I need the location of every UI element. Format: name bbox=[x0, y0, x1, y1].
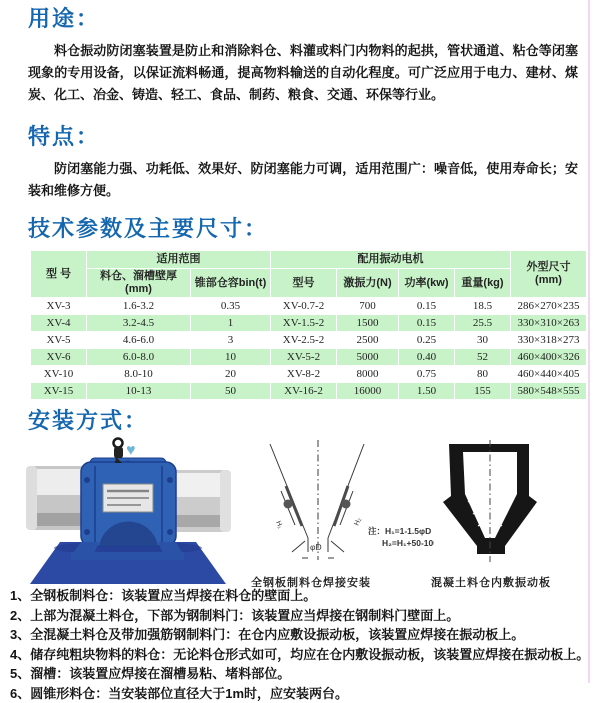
header-model: 型 号 bbox=[31, 251, 87, 298]
table-cell: 8000 bbox=[337, 366, 399, 383]
table-cell: XV-0.7-2 bbox=[271, 298, 337, 315]
table-cell: XV-4 bbox=[31, 315, 87, 332]
h2-dim-label: H₂ bbox=[353, 517, 363, 527]
header-weight: 重量(kg) bbox=[455, 269, 511, 298]
header-group-motor: 配用振动电机 bbox=[271, 251, 511, 269]
installation-heading: 安装方式： bbox=[28, 408, 584, 434]
install-note-item: 6、圆锥形料仓：当安装部位直径大于1m时，应安装两台。 bbox=[10, 684, 584, 703]
install-note-item: 2、上部为混凝土料仓，下部为钢制料门：该装置应当焊接在钢制料门壁面上。 bbox=[10, 606, 584, 626]
heart-charm-icon: ♥ bbox=[126, 442, 136, 459]
usage-heading: 用途： bbox=[28, 6, 584, 32]
table-cell: XV-5-2 bbox=[271, 349, 337, 366]
table-row bbox=[31, 315, 587, 332]
steel-hopper-diagram bbox=[242, 440, 434, 568]
table-cell: 1.6-3.2 bbox=[87, 298, 191, 315]
table-cell: 50 bbox=[191, 383, 271, 400]
header-dims bbox=[511, 251, 587, 298]
table-cell: 580×548×555 bbox=[511, 383, 587, 400]
table-cell: 0.40 bbox=[399, 349, 455, 366]
table-cell: 8.0-10 bbox=[87, 366, 191, 383]
phi-d-label: φD bbox=[310, 542, 322, 552]
table-cell: 10 bbox=[191, 349, 271, 366]
diagram-note-line2: H₂=H₁+50-100 bbox=[382, 538, 434, 548]
install-note-item: 4、储存纯粗块物料的料仓：无论料仓形式如可，均应在仓内敷设振动板，该装置应焊接在振动板上。 bbox=[10, 645, 584, 665]
table-cell: 0.15 bbox=[399, 298, 455, 315]
table-cell: 10-13 bbox=[87, 383, 191, 400]
table-cell: 1500 bbox=[337, 315, 399, 332]
table-row bbox=[31, 298, 587, 315]
table-cell: 2500 bbox=[337, 332, 399, 349]
table-cell: 0.25 bbox=[399, 332, 455, 349]
table-cell: XV-16-2 bbox=[271, 383, 337, 400]
table-cell: 18.5 bbox=[455, 298, 511, 315]
table-row bbox=[31, 383, 587, 400]
specs-heading: 技术参数及主要尺寸： bbox=[28, 216, 584, 242]
table-cell: 52 bbox=[455, 349, 511, 366]
table-cell: XV-5 bbox=[31, 332, 87, 349]
table-cell: 20 bbox=[191, 366, 271, 383]
table-cell: XV-3 bbox=[31, 298, 87, 315]
concrete-silo-diagram bbox=[416, 440, 566, 568]
table-cell: 0.15 bbox=[399, 315, 455, 332]
header-power: 功率(kw) bbox=[399, 269, 455, 298]
table-cell: 0.35 bbox=[191, 298, 271, 315]
install-note-item: 3、全混凝土料仓及带加强筋钢制料门：在仓内应敷设振动板，该装置应焊接在振动板上。 bbox=[10, 625, 584, 645]
table-row bbox=[31, 366, 587, 383]
table-cell: XV-10 bbox=[31, 366, 87, 383]
table-cell: 6.0-8.0 bbox=[87, 349, 191, 366]
table-cell: 330×310×263 bbox=[511, 315, 587, 332]
table-row bbox=[31, 349, 587, 366]
header-group-range: 适用范围 bbox=[87, 251, 271, 269]
motor-photo-figure bbox=[18, 436, 236, 591]
table-cell: 25.5 bbox=[455, 315, 511, 332]
table-cell: 155 bbox=[455, 383, 511, 400]
install-notes bbox=[10, 586, 584, 703]
table-cell: 460×440×405 bbox=[511, 366, 587, 383]
header-bin-capacity: 锥部仓容bin(t) bbox=[191, 269, 271, 298]
table-header-row-1 bbox=[31, 251, 587, 269]
concrete-silo-figure bbox=[416, 440, 566, 590]
table-row bbox=[31, 332, 587, 349]
table-cell: 0.75 bbox=[399, 366, 455, 383]
table-cell: XV-15 bbox=[31, 383, 87, 400]
header-dims-line2: (mm) bbox=[535, 274, 562, 286]
vibration-motor-photo bbox=[18, 436, 236, 586]
diagram-note-line1: 注：H₁=1-1.5φD bbox=[368, 526, 431, 536]
steel-hopper-caption: 全钢板制料仓焊接安装 bbox=[242, 574, 380, 590]
table-cell: XV-1.5-2 bbox=[271, 315, 337, 332]
install-note-item: 1、全钢板制料仓：该装置应当焊接在料仓的壁面上。 bbox=[10, 586, 584, 606]
steel-hopper-figure bbox=[242, 440, 434, 590]
table-cell: XV-8-2 bbox=[271, 366, 337, 383]
table-cell: 330×318×273 bbox=[511, 332, 587, 349]
table-cell: 3.2-4.5 bbox=[87, 315, 191, 332]
table-cell: 1 bbox=[191, 315, 271, 332]
table-header-row-2 bbox=[31, 269, 587, 298]
table-cell: 700 bbox=[337, 298, 399, 315]
table-cell: XV-6 bbox=[31, 349, 87, 366]
table-cell: 1.50 bbox=[399, 383, 455, 400]
table-cell: 5000 bbox=[337, 349, 399, 366]
usage-paragraph: 料仓振动防闭塞装置是防止和消除料仓、料灌或料门内物料的起拱，管状通道、粘仓等闭塞现象的专用设备，以保证流料畅通，提高物料输送的自动化程度。可广泛应用于电力、建材、煤炭、化工、冶金、铸造、轻工、食品、制药、粮食、交通、环保等行业。 bbox=[28, 40, 578, 106]
header-dims-line1: 外型尺寸 bbox=[527, 261, 571, 273]
table-cell: 80 bbox=[455, 366, 511, 383]
concrete-silo-caption: 混凝土料仓内敷振动板 bbox=[416, 574, 566, 590]
table-cell: 286×270×235 bbox=[511, 298, 587, 315]
table-cell: 16000 bbox=[337, 383, 399, 400]
header-wall-thickness: 料仓、溜槽壁厚(mm) bbox=[87, 269, 191, 298]
installation-figures bbox=[28, 436, 584, 586]
table-cell: 4.6-6.0 bbox=[87, 332, 191, 349]
header-motor-model: 型号 bbox=[271, 269, 337, 298]
h1-dim-label: H₁ bbox=[274, 520, 284, 530]
specs-table bbox=[30, 250, 587, 400]
install-note-item: 5、溜槽：该装置应焊接在溜槽易粘、堵料部位。 bbox=[10, 664, 584, 684]
features-heading: 特点： bbox=[28, 124, 584, 150]
table-cell: XV-2.5-2 bbox=[271, 332, 337, 349]
table-cell: 3 bbox=[191, 332, 271, 349]
table-cell: 30 bbox=[455, 332, 511, 349]
features-paragraph: 防闭塞能力强、功耗低、效果好、防闭塞能力可调，适用范围广：噪音低，使用寿命长；安装和维修方便。 bbox=[28, 158, 578, 202]
header-excitation-force: 激振力(N) bbox=[337, 269, 399, 298]
table-cell: 460×400×326 bbox=[511, 349, 587, 366]
specs-table-body bbox=[31, 298, 587, 400]
